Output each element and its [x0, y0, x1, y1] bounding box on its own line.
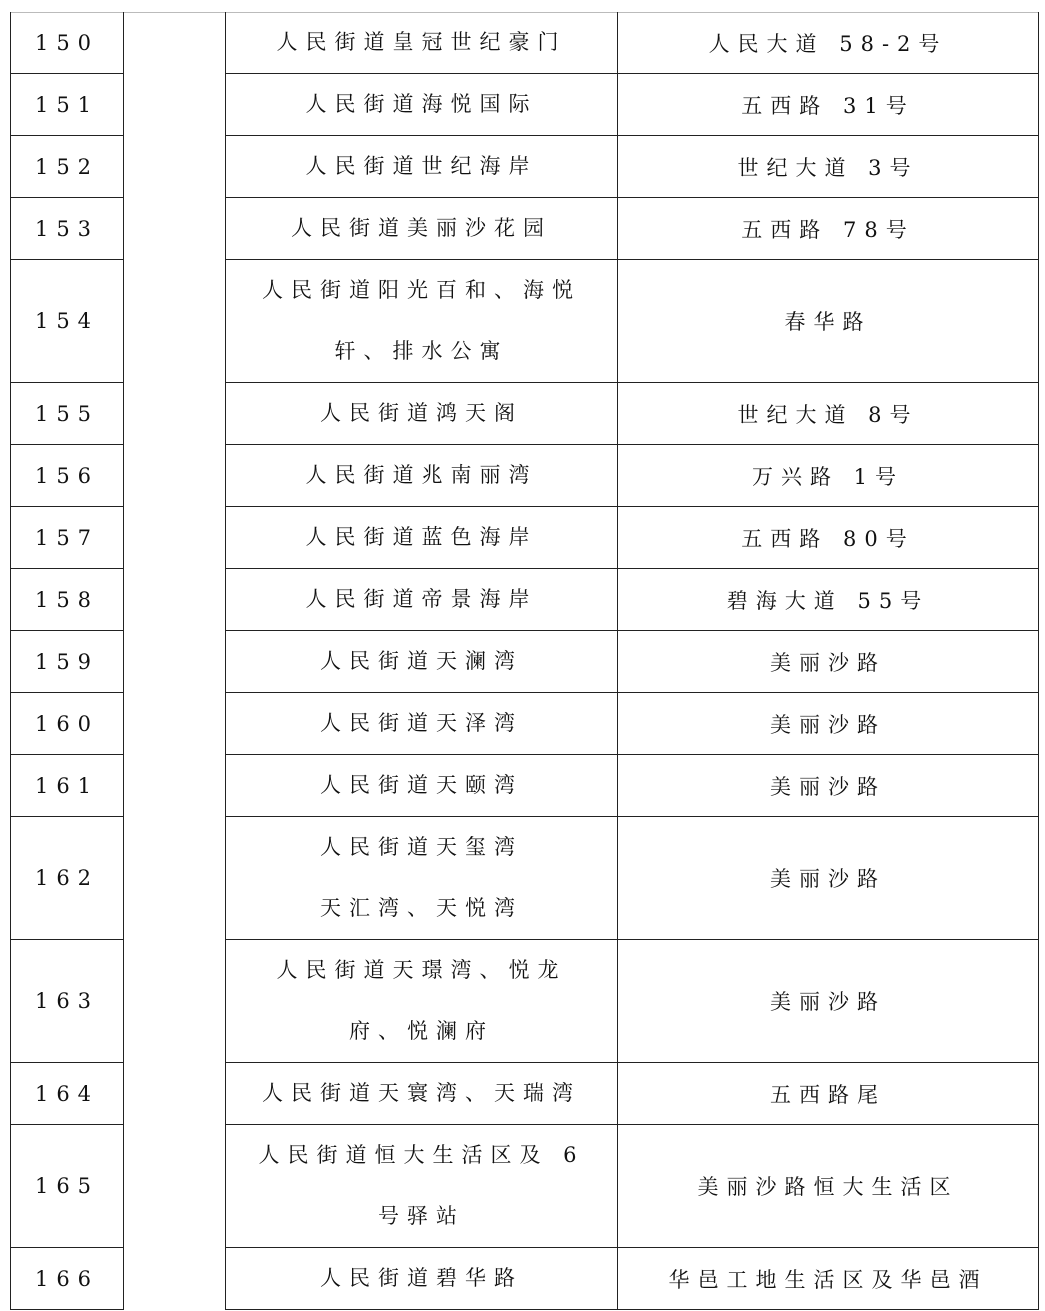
- row-number: 165: [11, 1125, 124, 1248]
- site-name-line: 人民街道世纪海岸: [305, 154, 538, 178]
- site-name-line: 府、悦澜府: [349, 1019, 494, 1043]
- site-name-cell: [226, 1125, 618, 1248]
- site-name-cell: [226, 569, 618, 631]
- site-name-line: 轩、排水公寓: [334, 339, 509, 363]
- address-cell: 五西路 78号: [618, 198, 1039, 260]
- site-name-line: 人民街道兆南丽湾: [305, 463, 538, 487]
- site-name-line: 人民街道美丽沙花园: [291, 216, 552, 240]
- row-number: 161: [11, 755, 124, 817]
- site-name-line: 人民街道阳光百和、海悦: [262, 278, 581, 302]
- row-number: 166: [11, 1248, 124, 1310]
- table-body: [11, 12, 1039, 1310]
- merged-district-cell: [124, 12, 226, 1310]
- row-number: 150: [11, 12, 124, 74]
- row-number: 163: [11, 940, 124, 1063]
- row-number: 162: [11, 817, 124, 940]
- address-cell: 美丽沙路: [618, 693, 1039, 755]
- site-name-line: 人民街道鸿天阁: [320, 401, 523, 425]
- site-name-cell: [226, 693, 618, 755]
- site-name-line: 人民街道天泽湾: [320, 711, 523, 735]
- site-name-cell: [226, 507, 618, 569]
- site-name-line: 人民街道碧华路: [320, 1266, 523, 1290]
- address-cell: 人民大道 58-2号: [618, 12, 1039, 74]
- address-cell: 美丽沙路恒大生活区: [618, 1125, 1039, 1248]
- row-number: 156: [11, 445, 124, 507]
- site-name-cell: [226, 817, 618, 940]
- address-cell: 美丽沙路: [618, 755, 1039, 817]
- address-cell: 美丽沙路: [618, 817, 1039, 940]
- row-number: 151: [11, 74, 124, 136]
- site-name-line: 人民街道蓝色海岸: [305, 525, 538, 549]
- site-name-line: 人民街道帝景海岸: [305, 587, 538, 611]
- site-name-line: 号驿站: [378, 1204, 465, 1228]
- row-number: 157: [11, 507, 124, 569]
- site-name-cell: [226, 1063, 618, 1125]
- row-number: 164: [11, 1063, 124, 1125]
- site-name-cell: [226, 755, 618, 817]
- table-row: [11, 12, 1039, 74]
- row-number: 154: [11, 260, 124, 383]
- site-name-cell: [226, 940, 618, 1063]
- address-cell: 春华路: [618, 260, 1039, 383]
- site-name-line: 人民街道天璟湾、悦龙: [276, 958, 567, 982]
- site-name-cell: [226, 631, 618, 693]
- address-cell: 五西路 80号: [618, 507, 1039, 569]
- address-cell: 五西路 31号: [618, 74, 1039, 136]
- address-cell: 碧海大道 55号: [618, 569, 1039, 631]
- row-number: 160: [11, 693, 124, 755]
- row-number: 155: [11, 383, 124, 445]
- address-cell: 美丽沙路: [618, 940, 1039, 1063]
- site-name-line: 人民街道海悦国际: [305, 92, 538, 116]
- site-name-line: 人民街道天颐湾: [320, 773, 523, 797]
- site-name-cell: [226, 198, 618, 260]
- site-name-line: 人民街道恒大生活区及 6: [258, 1143, 585, 1167]
- address-cell: 万兴路 1号: [618, 445, 1039, 507]
- address-table: [10, 12, 1039, 1310]
- site-name-line: 人民街道天寰湾、天瑞湾: [262, 1081, 581, 1105]
- row-number: 159: [11, 631, 124, 693]
- site-name-cell: [226, 12, 618, 74]
- row-number: 152: [11, 136, 124, 198]
- address-cell: 世纪大道 3号: [618, 136, 1039, 198]
- site-name-line: 人民街道天玺湾: [320, 835, 523, 859]
- site-name-cell: [226, 1248, 618, 1310]
- site-name-line: 天汇湾、天悦湾: [320, 896, 523, 920]
- site-name-cell: [226, 74, 618, 136]
- address-cell: 美丽沙路: [618, 631, 1039, 693]
- row-number: 158: [11, 569, 124, 631]
- address-cell: 五西路尾: [618, 1063, 1039, 1125]
- address-cell: 世纪大道 8号: [618, 383, 1039, 445]
- row-number: 153: [11, 198, 124, 260]
- address-cell: 华邑工地生活区及华邑酒: [618, 1248, 1039, 1310]
- site-name-cell: [226, 260, 618, 383]
- site-name-cell: [226, 445, 618, 507]
- site-name-cell: [226, 136, 618, 198]
- site-name-line: 人民街道皇冠世纪豪门: [276, 30, 567, 54]
- site-name-line: 人民街道天澜湾: [320, 649, 523, 673]
- site-name-cell: [226, 383, 618, 445]
